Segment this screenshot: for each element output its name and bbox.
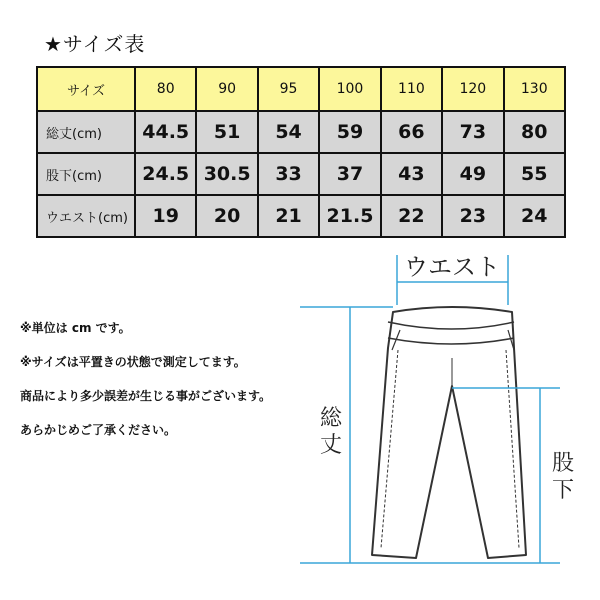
table-header-row bbox=[37, 67, 565, 111]
row-label: 股下(cm) bbox=[37, 153, 135, 195]
table-cell: 80 bbox=[504, 111, 565, 153]
table-row bbox=[37, 153, 565, 195]
pants-illustration bbox=[372, 307, 526, 558]
notes bbox=[20, 318, 271, 454]
inseam-label-1: 股 bbox=[551, 451, 575, 476]
note-line: あらかじめご了承ください。 bbox=[20, 423, 177, 437]
table-cell: 19 bbox=[135, 195, 196, 237]
table-header-label: サイズ bbox=[37, 67, 135, 111]
table-cell: 43 bbox=[381, 153, 442, 195]
table-cell: 54 bbox=[258, 111, 319, 153]
note-line: ※単位は cm です。 bbox=[20, 321, 131, 335]
size-header: 120 bbox=[442, 67, 503, 111]
page-title: ★サイズ表 bbox=[44, 32, 146, 56]
table-cell: 21.5 bbox=[319, 195, 380, 237]
table-cell: 23 bbox=[442, 195, 503, 237]
size-header: 95 bbox=[258, 67, 319, 111]
table-cell: 44.5 bbox=[135, 111, 196, 153]
table-cell: 30.5 bbox=[196, 153, 257, 195]
size-header: 100 bbox=[319, 67, 380, 111]
table-cell: 73 bbox=[442, 111, 503, 153]
table-cell: 33 bbox=[258, 153, 319, 195]
size-header: 110 bbox=[381, 67, 442, 111]
size-table bbox=[36, 66, 566, 238]
length-label-2: 丈 bbox=[319, 433, 343, 458]
waist-label: ウエスト bbox=[404, 253, 500, 281]
table-cell: 24.5 bbox=[135, 153, 196, 195]
row-label: ウエスト(cm) bbox=[37, 195, 135, 237]
row-label: 総丈(cm) bbox=[37, 111, 135, 153]
table-row bbox=[37, 111, 565, 153]
table-cell: 66 bbox=[381, 111, 442, 153]
table-cell: 51 bbox=[196, 111, 257, 153]
inseam-label-2: 下 bbox=[551, 478, 575, 503]
note-line: ※サイズは平置きの状態で測定してます。 bbox=[20, 355, 246, 369]
table-cell: 20 bbox=[196, 195, 257, 237]
table-cell: 24 bbox=[504, 195, 565, 237]
table-cell: 21 bbox=[258, 195, 319, 237]
size-header: 130 bbox=[504, 67, 565, 111]
table-cell: 59 bbox=[319, 111, 380, 153]
measure-lines bbox=[300, 255, 560, 563]
length-label-1: 総 bbox=[319, 406, 343, 431]
table-cell: 55 bbox=[504, 153, 565, 195]
size-header: 90 bbox=[196, 67, 257, 111]
table-row bbox=[37, 195, 565, 237]
note-line: 商品により多少誤差が生じる事がございます。 bbox=[20, 389, 272, 403]
table-cell: 22 bbox=[381, 195, 442, 237]
table-cell: 49 bbox=[442, 153, 503, 195]
size-header: 80 bbox=[135, 67, 196, 111]
table-cell: 37 bbox=[319, 153, 380, 195]
